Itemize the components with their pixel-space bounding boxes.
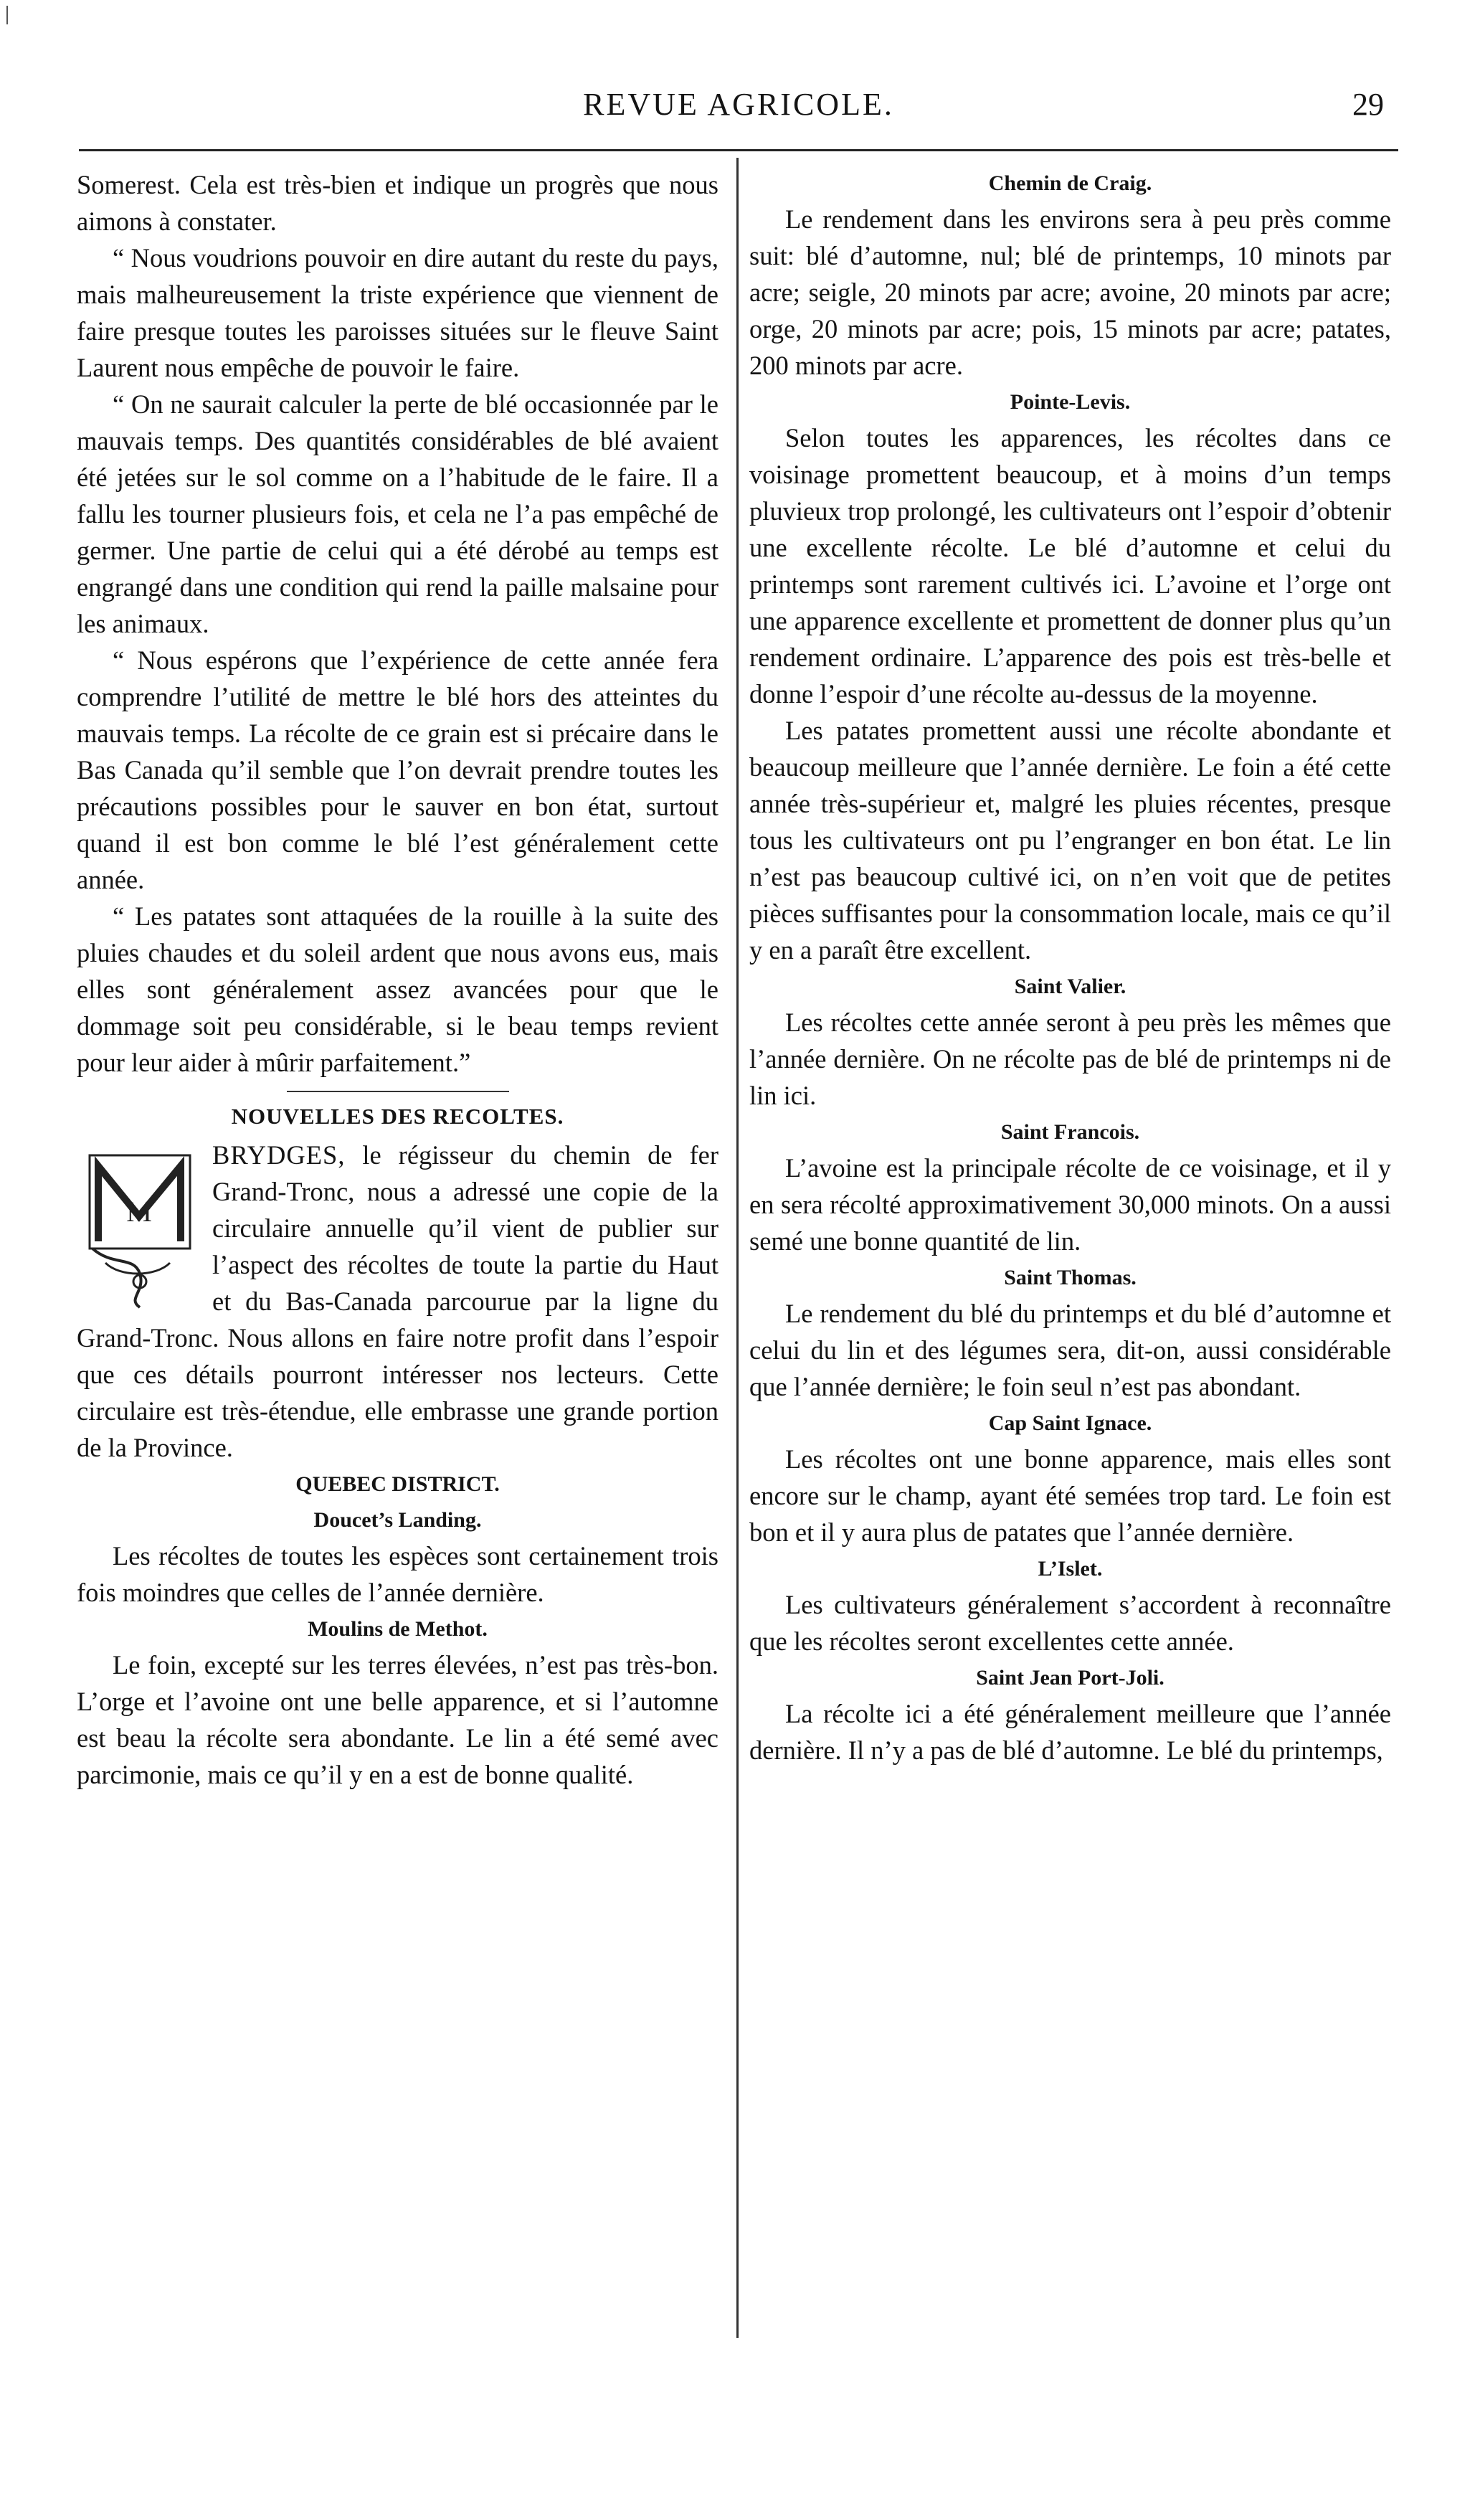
place-heading: Moulins de Methot. [308,1617,488,1641]
intro-paragraph [77,1137,718,1466]
place-heading: L’Islet. [1038,1557,1103,1581]
paragraph: “ Les patates sont attaquées de la rouille à la suite des pluies chaudes et du soleil ardent que nous avons eus, mais elles sont généralement assez avancées pour que le dommage soit peu considérable, si le beau temps revient pour leur aider à mûrir parfaitement.” [77,901,718,1077]
section-rule [287,1091,509,1092]
paragraph: La récolte ici a été généralement meilleure que l’année dernière. Il n’y a pas de blé d’automne. Le blé du printemps, [749,1699,1391,1765]
page-number: 29 [1352,87,1384,122]
page-header [79,86,1398,143]
column-divider [736,158,739,2338]
paragraph: “ On ne saurait calculer la perte de blé occasionnée par le mauvais temps. Des quantités considérables de blé avaient été jetées sur le sol comme on a l’habitude de le faire. Il a fallu les tourner plusieurs fois, et cela ne l’a pas empêché de germer. Une partie de celui qui a été dérobé au temps est engrangé dans une condition qui rend la paille malsaine pour les animaux. [77,389,718,638]
margin-mark [6,6,9,24]
place-heading: Saint Jean Port-Joli. [976,1666,1164,1690]
paragraph: Selon toutes les apparences, les récoltes dans ce voisinage promettent beaucoup, et à moins d’un temps pluvieux trop prolongé, les cultivateurs ont l’espoir d’obtenir une excellente récolte. Le blé d’automne et celui du printemps sont rarement cultivés ici. L’avoine et l’orge ont une apparence excellente et promettent de donner plus qu’un rendement ordinaire. L’apparence des pois est très-belle et donne l’espoir d’une récolte au-dessus de la moyenne. [749,423,1391,709]
place-heading: Saint Francois. [1000,1120,1140,1144]
paragraph: Les récoltes cette année seront à peu près les mêmes que l’année dernière. On ne récolte pas de blé de printemps ni de lin ici. [749,1008,1391,1110]
paragraph: “ Nous espérons que l’expérience de cette année fera comprendre l’utilité de mettre le blé hors des atteintes du mauvais temps. La récolte de ce grain est si précaire dans le Bas Canada qu’il semble que l’on devrait prendre toutes les précautions possibles pour le sauver en bon état, surtout quand il est bon comme le blé l’est généralement cette année. [77,645,718,894]
section-title: NOUVELLES DES RECOLTES. [231,1104,564,1129]
paragraph: “ Nous voudrions pouvoir en dire autant du reste du pays, mais malheureusement la triste expérience que viennent de faire presque toutes les paroisses situées sur le fleuve Saint Laurent nous empêche de pouvoir le faire. [77,243,718,382]
paragraph: Le rendement dans les environs sera à peu près comme suit: blé d’automne, nul; blé de printemps, 10 minots par acre; seigle, 20 minots par acre; avoine, 20 minots par acre; orge, 20 minots par acre; pois, 15 minots par acre; patates, 200 minots par acre. [749,204,1391,380]
header-rule [79,149,1398,151]
place-heading: Saint Valier. [1014,975,1126,998]
dropcap-letter: M [126,1195,152,1228]
paragraph: Somerest. Cela est très-bien et indique un progrès que nous aimons à constater. [77,170,718,236]
paragraph: Le rendement du blé du printemps et du blé d’automne et celui du lin et des légumes sera, dit-on, aussi considérable que l’année dernière; le foin seul n’est pas abondant. [749,1299,1391,1401]
intro-name: BRYDGES, [212,1140,346,1170]
district-heading: QUEBEC DISTRICT. [295,1472,500,1496]
place-heading: Chemin de Craig. [988,171,1152,195]
place-heading: Doucet’s Landing. [313,1508,482,1532]
place-heading: Saint Thomas. [1004,1266,1137,1289]
paragraph: Les récoltes de toutes les espèces sont certainement trois fois moindres que celles de l’année dernière. [77,1541,718,1607]
paragraph: Les récoltes ont une bonne apparence, mais elles sont encore sur le champ, ayant été semées trop tard. Le foin est bon et il y aura plus de patates que l’année dernière. [749,1444,1391,1547]
place-heading: Pointe-Levis. [1010,390,1131,414]
intro-text: le régisseur du chemin de fer Grand-Tronc, nous a adressé une copie de la circulaire annuelle qu’il vient de publier sur l’aspect des récoltes de toute la partie du Haut et du Bas-Canada parcourue par la ligne du Grand-Tronc. Nous allons en faire notre profit dans l’espoir que ces détails pourront intéresser nos lecteurs. Cette circulaire est très-étendue, elle embrasse une grande portion de la Province. [77,1140,718,1462]
left-column [77,166,718,1793]
place-heading: Cap Saint Ignace. [988,1411,1152,1435]
right-column [749,166,1391,1768]
running-title: REVUE AGRICOLE. [583,87,894,122]
ornate-dropcap-m [77,1141,202,1309]
paragraph: Les cultivateurs généralement s’accordent à reconnaître que les récoltes seront excellentes cette année. [749,1590,1391,1656]
paragraph: L’avoine est la principale récolte de ce voisinage, et il y en sera récolté approximativement 30,000 minots. On a aussi semé une bonne quantité de lin. [749,1153,1391,1256]
paragraph: Les patates promettent aussi une récolte abondante et beaucoup meilleure que l’année dernière. Le foin a été cette année très-supérieur et, malgré les pluies récentes, presque tous les cultivateurs ont pu l’engranger en bon état. Le lin n’est pas beaucoup cultivé ici, on n’en voit que de petites pièces suffisantes pour la consommation locale, mais ce qu’il y en a paraît être excellent. [749,716,1391,965]
paragraph: Le foin, excepté sur les terres élevées, n’est pas très-bon. L’orge et l’avoine ont une belle apparence, et si l’automne est beau la récolte sera abondante. Le lin a été semé avec parcimonie, mais ce qu’il y en a est de bonne qualité. [77,1650,718,1789]
